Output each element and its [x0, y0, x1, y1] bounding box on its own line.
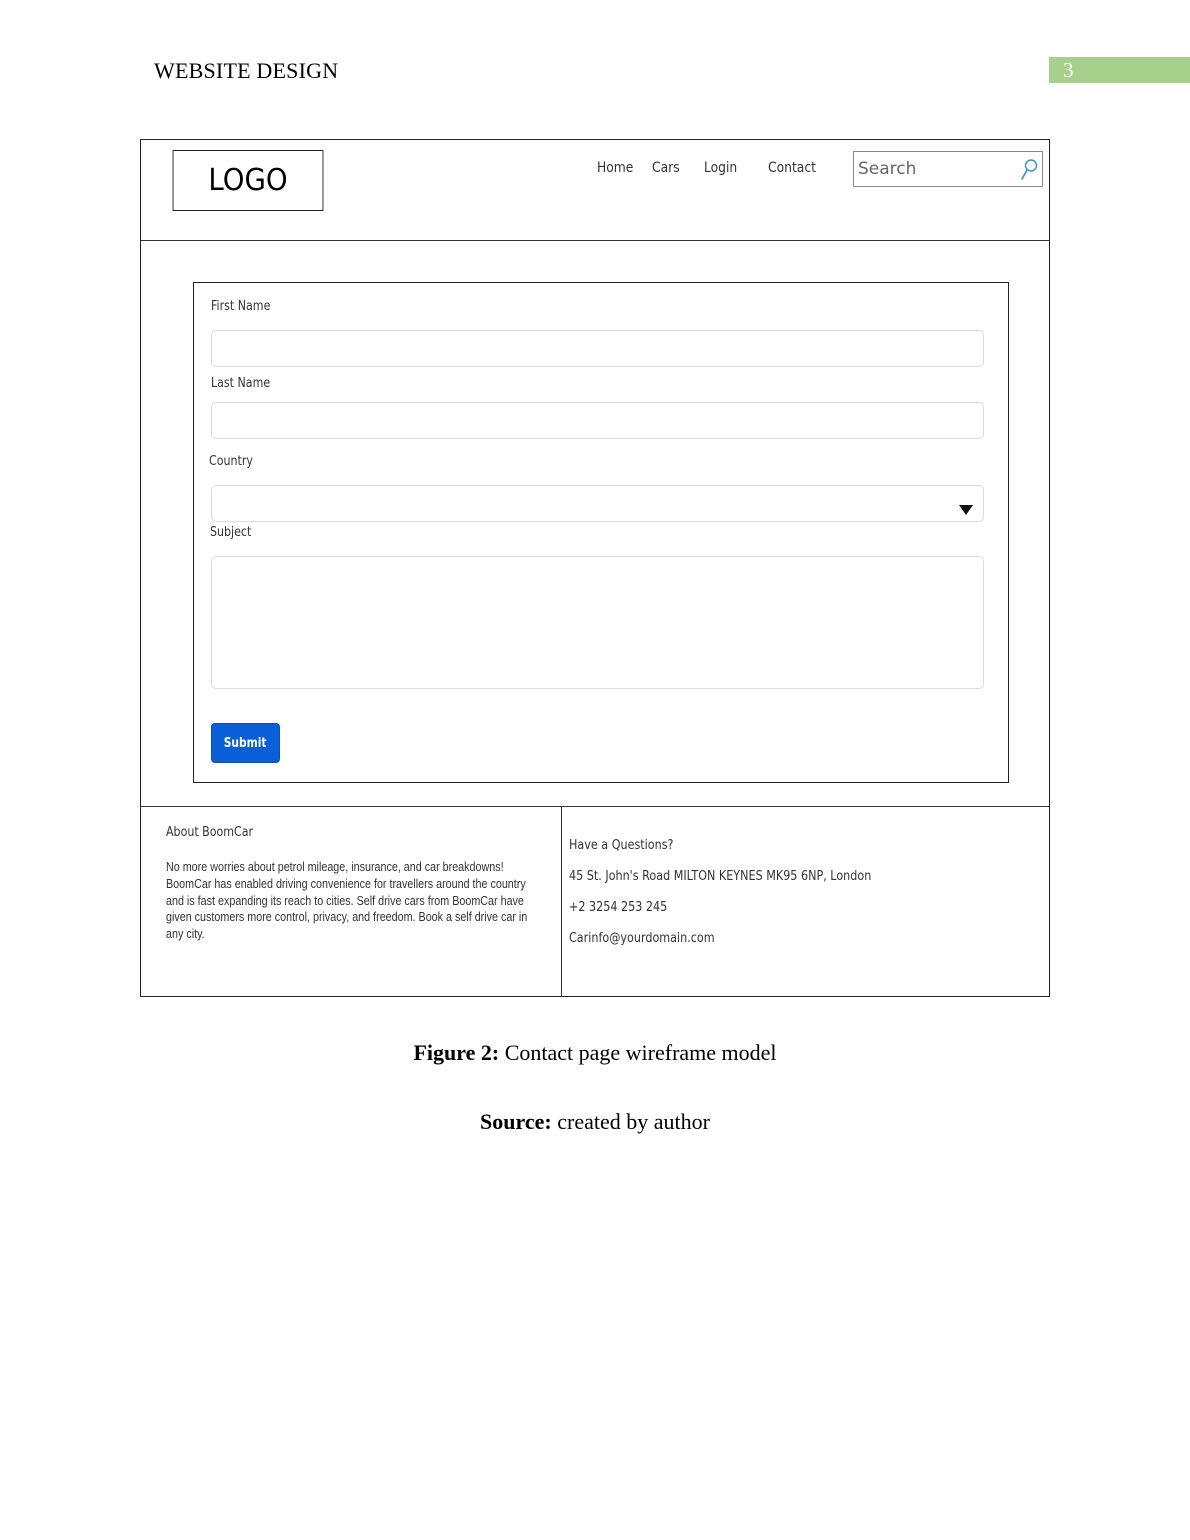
submit-button[interactable]: [211, 723, 280, 763]
about-text: No more worries about petrol mileage, insurance, and car breakdowns! BoomCar has enabled driving convenience for travellers around the country and is fast expanding its reach to cities. Self drive cars from BoomCar have given customers more control, privacy, and freedom. Book a self drive car in any city.: [166, 860, 528, 942]
figure-caption: [0, 1040, 1190, 1066]
wireframe-header: [141, 140, 1049, 241]
nav-item-cars[interactable]: Cars: [652, 160, 680, 176]
wireframe-footer: [141, 806, 1049, 996]
nav-item-contact[interactable]: Contact: [768, 160, 816, 176]
about-title: About BoomCar: [166, 825, 254, 840]
source-label: Source:: [480, 1109, 552, 1134]
figure-text: Contact page wireframe model: [504, 1040, 777, 1065]
footer-divider: [561, 807, 562, 996]
subject-field: [211, 556, 984, 689]
search-box: [853, 151, 1043, 187]
contact-phone: +2 3254 253 245: [569, 900, 668, 915]
last-name-field: [211, 402, 984, 439]
country-label: Country: [209, 454, 253, 469]
figure-label: Figure 2:: [413, 1040, 500, 1065]
contact-page-wireframe: [140, 139, 1050, 997]
logo[interactable]: LOGO: [173, 150, 324, 211]
source-caption: [0, 1109, 1190, 1135]
running-head: WEBSITE DESIGN: [154, 58, 339, 83]
submit-button-label: Submit: [224, 735, 267, 751]
first-name-label: First Name: [211, 299, 271, 314]
contact-title: Have a Questions?: [569, 838, 674, 853]
contact-form: [193, 282, 1009, 783]
last-name-label: Last Name: [211, 376, 271, 391]
contact-email[interactable]: Carinfo@yourdomain.com: [569, 931, 715, 946]
nav-item-home[interactable]: Home: [597, 160, 634, 176]
nav-item-login[interactable]: Login: [704, 160, 738, 176]
contact-address: 45 St. John's Road MILTON KEYNES MK95 6NP, London: [569, 869, 872, 884]
chevron-down-icon[interactable]: [959, 505, 973, 515]
subject-textarea[interactable]: [212, 557, 983, 688]
first-name-input[interactable]: [212, 331, 983, 366]
country-select[interactable]: [211, 485, 984, 522]
last-name-input[interactable]: [212, 403, 983, 438]
subject-label: Subject: [210, 525, 252, 540]
page-number: 3: [1049, 57, 1190, 83]
search-icon[interactable]: [1020, 158, 1038, 182]
source-text: created by author: [557, 1109, 710, 1134]
search-input[interactable]: [854, 152, 1014, 186]
first-name-field: [211, 330, 984, 367]
